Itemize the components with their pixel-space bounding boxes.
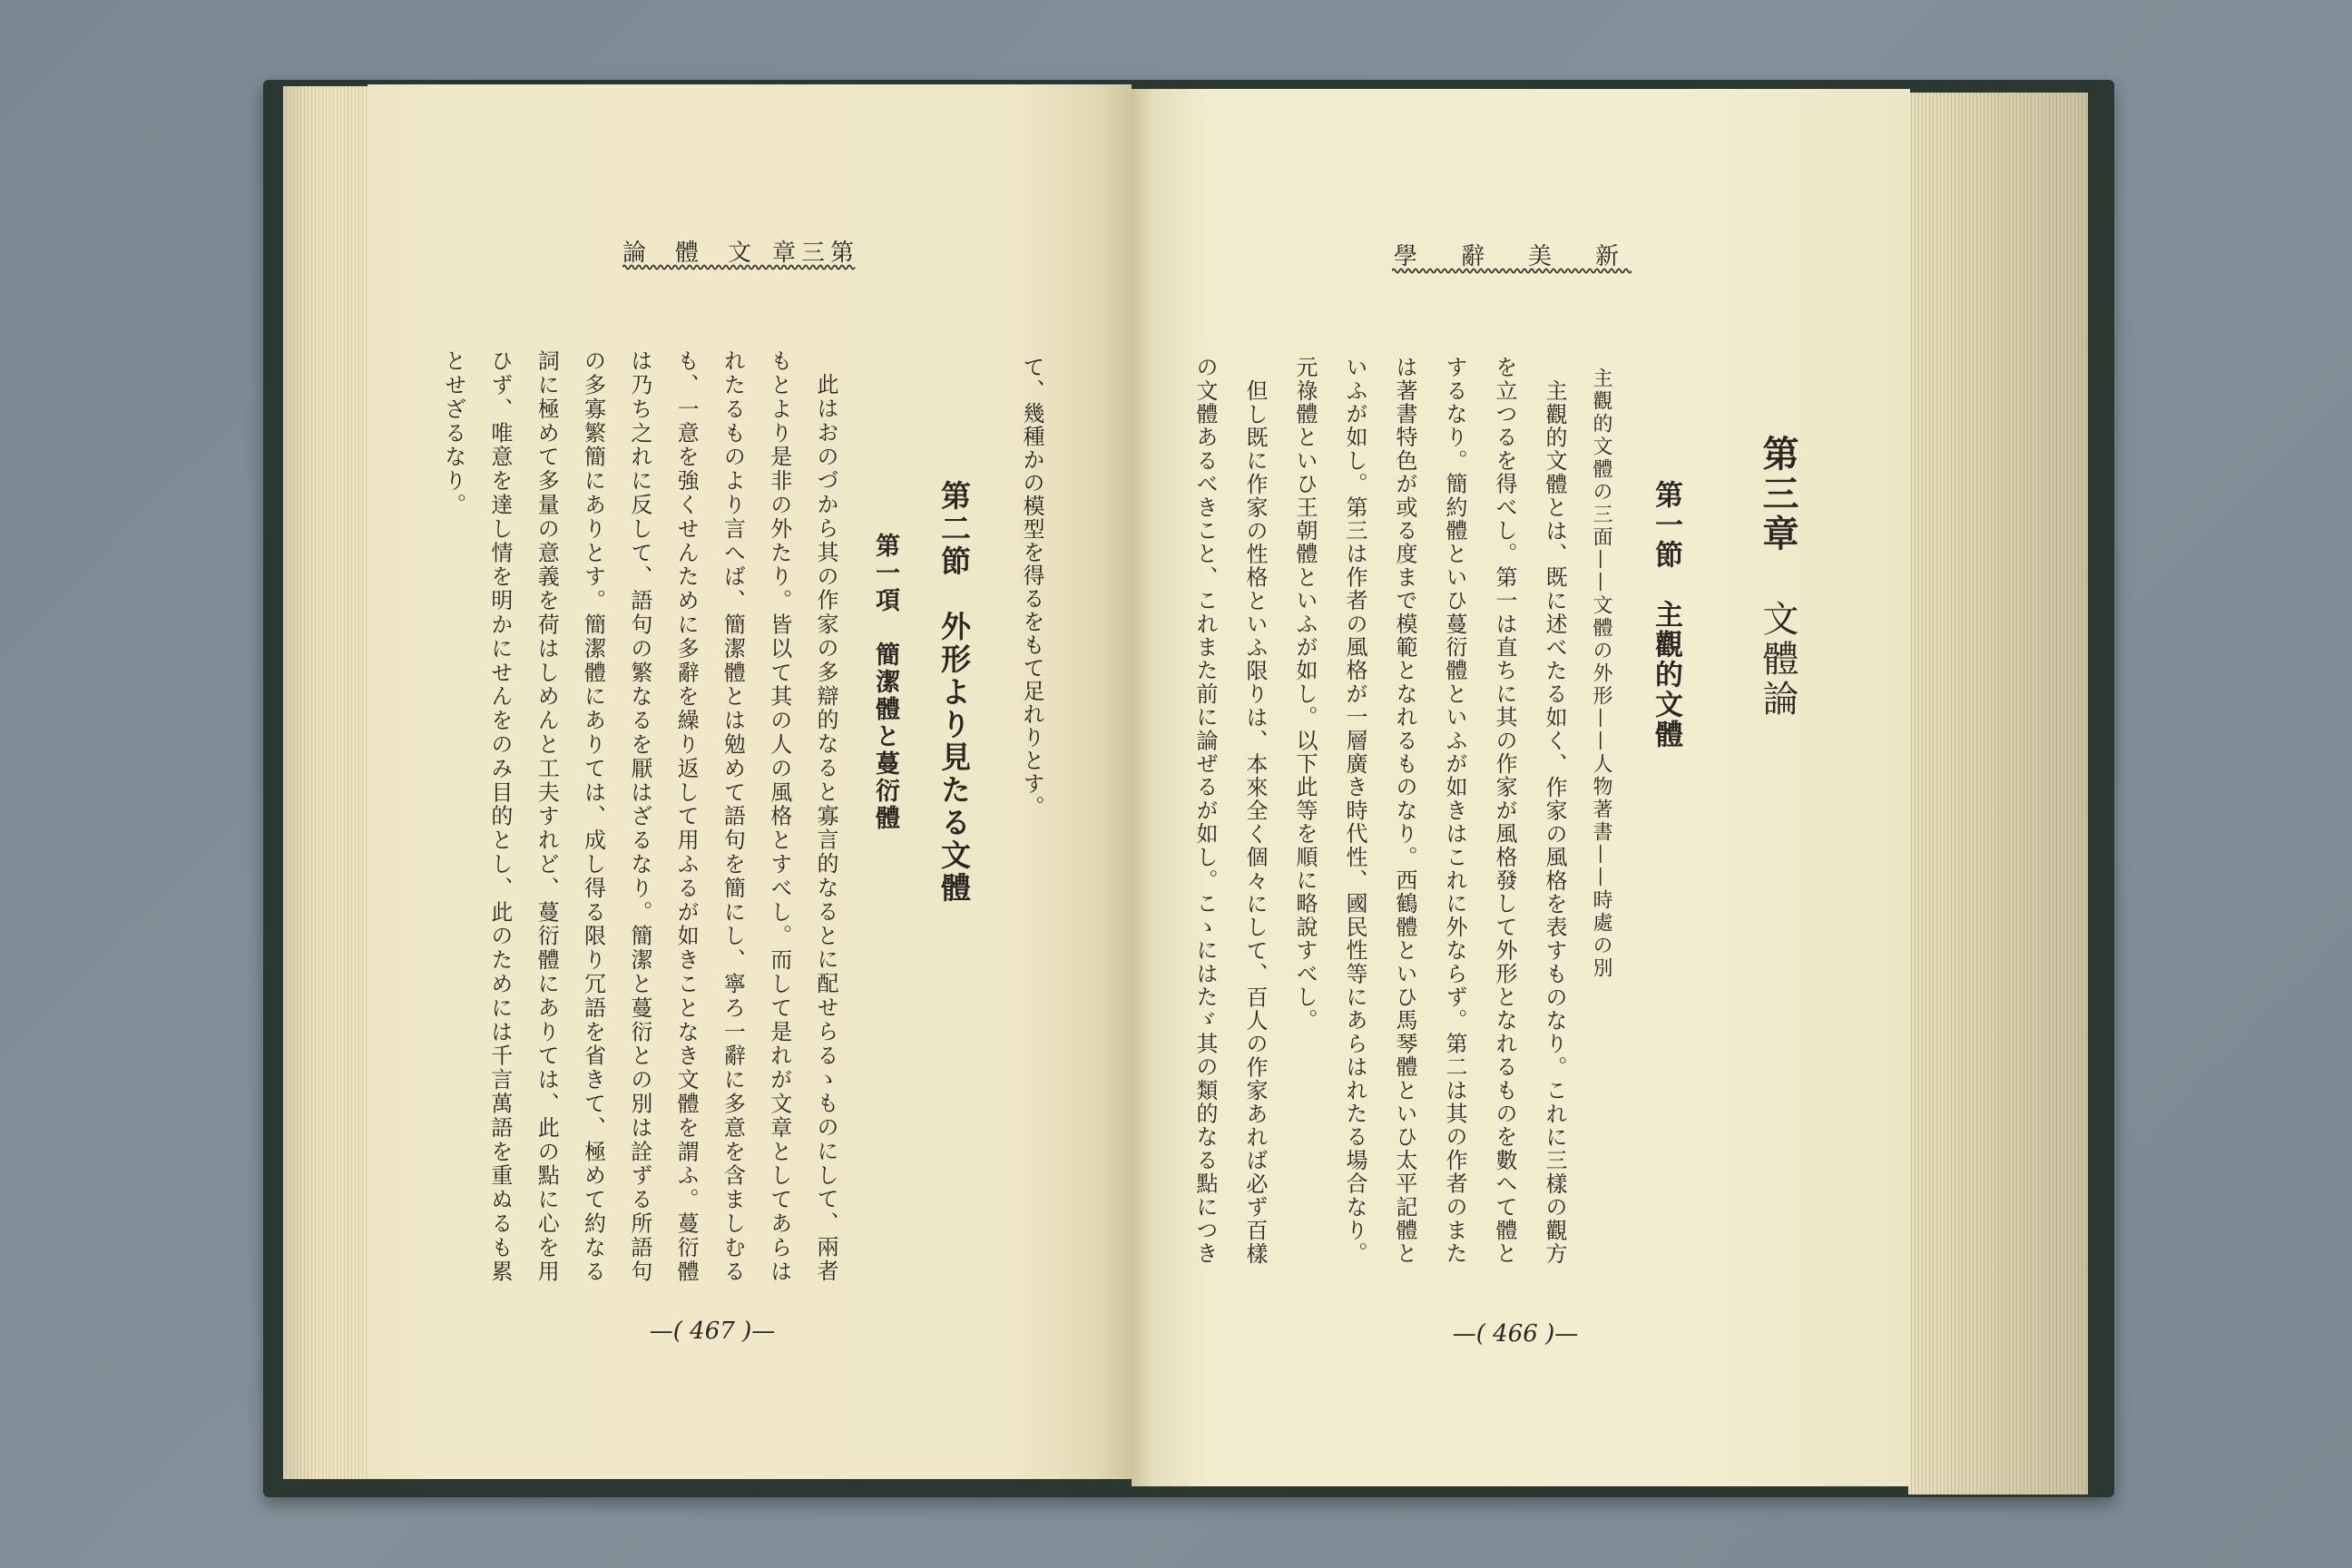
- text-line: するなり。簡約體といひ蔓衍體といふが如きはこれに外ならず。第二は其の作者のまた: [1442, 356, 1467, 1266]
- text-line: とせざるなり。: [440, 349, 466, 517]
- page-number: —( 467 )—: [649, 1318, 776, 1345]
- right-body-text: [1180, 356, 1579, 1281]
- text-line: 元祿體といひ王朝體といふが如し。以下此等を順に略說すべし。: [1292, 356, 1318, 1033]
- text-line: ひず、唯意を達し情を明かにせんをのみ目的とし、此のためには千言萬語を重ぬるも累: [486, 349, 513, 1284]
- section-summary: 主觀的文體の三面——文體の外形——人物著書——時處の別: [1590, 368, 1612, 980]
- text-line: いふが如し。第三は作者の風格が一層廣き時代性、國民性等にあらはれたる場合なり。: [1342, 356, 1367, 1266]
- page-number: —( 466 )—: [1452, 1320, 1579, 1348]
- text-line: を立つるを得べし。第一は直ちに其の作家が風格發して外形となれるものを數へて體と: [1492, 356, 1517, 1266]
- left-body-text: [429, 349, 848, 1302]
- chapter-title: 文體論: [1757, 600, 1798, 720]
- running-head-wavy-rule: [1392, 267, 1632, 275]
- text-line: の文體あるべきこと、これまた前に論ぜるが如し。こゝにはたゞ其の類的なる點につき: [1192, 356, 1218, 1266]
- chapter-number: 第三章: [1757, 435, 1799, 554]
- text-line: 詞に極めて多量の意義を荷はしめんと工夫すれど、蔓衍體にありては、此の點に心を用: [534, 349, 560, 1284]
- section-heading: 第一節 主觀的文體: [1650, 480, 1682, 750]
- text-line: も、一意を強くせんために多辭を繰り返して用ふるが如きことなき文體を謂ふ。蔓衍體: [673, 349, 700, 1284]
- text-line: もとより是非の外たり。皆以て其の人の風格とすべし。而して是れが文章としてあらは: [766, 349, 792, 1284]
- left-page-edges: [283, 86, 369, 1479]
- subsection-heading: 第一項 簡潔體と蔓衍體: [871, 533, 899, 832]
- continued-text-line: て、幾種かの模型を得るをもて足れりとす。: [1019, 356, 1044, 818]
- running-head-chapter: 第三章: [772, 240, 860, 267]
- right-page-edges: [1908, 93, 2088, 1494]
- running-head-wavy-rule: [622, 263, 858, 271]
- text-line: 主觀的文體とは、既に述べたる如く、作家の風格を表すものなり。これに三樣の觀方: [1542, 378, 1567, 1266]
- text-line: れたるものより言へば、簡潔體とは勉めて語句を簡にし、寧ろ一辭に多意を含ましむる: [720, 349, 746, 1284]
- text-line: は著書特色が或る度まで模範となれるものなり。西鶴體といひ馬琴體といひ太平記體と: [1392, 356, 1417, 1266]
- section-heading: 第二節 外形より見たる文體: [936, 480, 972, 905]
- text-line: の多寡繁簡にありとす。簡潔體にありては、成し得る限り冗語を省きて、極めて約なる: [580, 349, 606, 1284]
- text-line: は乃ち之れに反して、語句の繁なるを厭はざるなり。簡潔と蔓衍との別は詮ずる所語句: [626, 349, 652, 1284]
- running-head-book-title: 新美辭學: [1394, 243, 1663, 270]
- text-line: 此はおのづから其の作家の多辯的なると寡言的なるとに配せらるゝものにして、兩者: [813, 373, 838, 1284]
- text-line: 但し既に作家の性格といふ限りは、本來全く個々にして、百人の作家あれば必ず百樣: [1242, 378, 1268, 1266]
- running-head-title: 文體論: [622, 240, 781, 267]
- chapter-heading: [1750, 435, 1805, 761]
